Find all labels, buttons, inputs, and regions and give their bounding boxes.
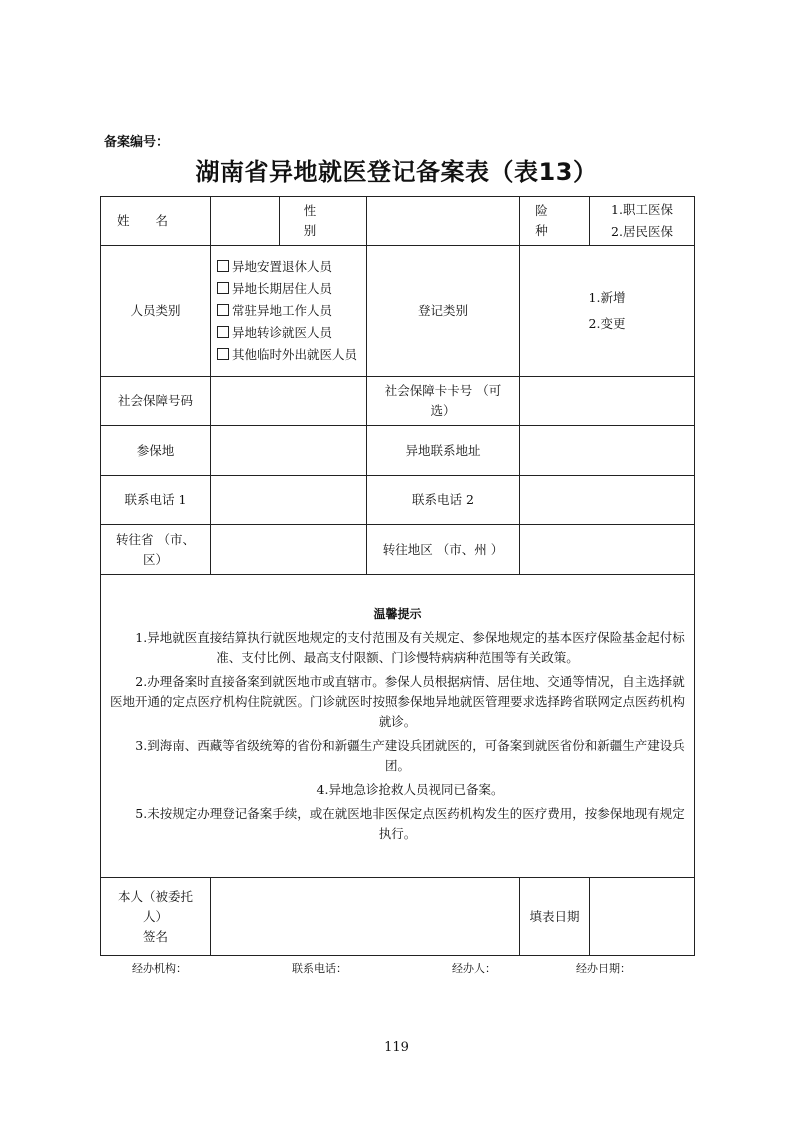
notice-item: 1.异地就医直接结算执行就医地规定的支付范围及有关规定、参保地规定的基本医疗保险基金起付标 准、支付比例、最高支付限额、门诊慢特病病种范围等有关政策。 (135, 630, 685, 665)
insured-place-field[interactable] (211, 426, 367, 476)
phone2-label: 联系电话 2 (367, 476, 520, 525)
transfer-region-field[interactable] (520, 525, 695, 575)
social-security-card-field[interactable] (520, 377, 695, 426)
signature-label: 本人（被委托人） 签名 (101, 878, 211, 956)
transfer-province-field[interactable] (211, 525, 367, 575)
notice-item: 4.异地急诊抢救人员视同已备案。 (316, 782, 504, 797)
person-category-option[interactable]: 异地安置退休人员 (217, 256, 357, 278)
notice-item: 5.未按规定办理登记备案手续，或在就医地非医保定点医药机构发生的医疗费用，按参保地现有规定执行。 (135, 806, 685, 841)
gender-label: 性别 (280, 197, 367, 246)
social-security-card-label: 社会保障卡卡号 （可 选） (367, 377, 520, 426)
registration-type-option: 1.新增 (588, 290, 626, 305)
registration-type-option: 2.变更 (588, 316, 626, 331)
fill-date-field[interactable] (590, 878, 695, 956)
checkbox-icon[interactable] (217, 326, 229, 338)
remote-address-field[interactable] (520, 426, 695, 476)
insured-place-label: 参保地 (101, 426, 211, 476)
notice-item: 2.办理备案时直接备案到就医地市或直辖市。参保人员根据病情、居住地、交通等情况，自主选择就医地开通的定点医疗机构住院就医。门诊就医时按照参保地异地就医管理要求选择跨省联网定点医药机构就诊。 (109, 674, 685, 729)
remote-address-label: 异地联系地址 (367, 426, 520, 476)
signature-field[interactable] (211, 878, 520, 956)
registration-form (100, 196, 695, 956)
record-number-label: 备案编号： (104, 135, 170, 150)
footer-phone-label: 联系电话： (292, 962, 347, 975)
checkbox-icon[interactable] (217, 260, 229, 272)
registration-type-options[interactable] (520, 246, 695, 377)
phone2-field[interactable] (520, 476, 695, 525)
notice-title: 温馨提示 (373, 607, 422, 621)
checkbox-icon[interactable] (217, 282, 229, 294)
notice-item: 3.到海南、西藏等省级统筹的省份和新疆生产建设兵团就医的，可备案到就医省份和新疆生产建设兵团。 (135, 738, 685, 773)
handle-date-label: 经办日期： (576, 962, 631, 975)
transfer-region-label: 转往地区 （市、州 ） (367, 525, 520, 575)
person-category-option[interactable]: 异地长期居住人员 (217, 278, 357, 300)
social-security-no-label: 社会保障号码 (101, 377, 211, 426)
phone1-label: 联系电话 1 (101, 476, 211, 525)
agency-label: 经办机构： (132, 962, 187, 975)
person-category-options (211, 246, 367, 377)
gender-field[interactable] (367, 197, 520, 246)
social-security-no-field[interactable] (211, 377, 367, 426)
name-label: 姓名 (101, 197, 211, 246)
phone1-field[interactable] (211, 476, 367, 525)
insurance-type-label: 险种 (520, 197, 590, 246)
person-category-option[interactable]: 其他临时外出就医人员 (217, 344, 357, 366)
registration-type-label: 登记类别 (367, 246, 520, 377)
handler-label: 经办人： (452, 962, 496, 975)
notice-section (101, 575, 695, 878)
person-category-label: 人员类别 (101, 246, 211, 377)
fill-date-label: 填表日期 (520, 878, 590, 956)
insurance-option: 1.职工医保 (611, 202, 673, 217)
person-category-option[interactable]: 异地转诊就医人员 (217, 322, 357, 344)
insurance-option: 2.居民医保 (611, 224, 673, 239)
insurance-type-options[interactable] (590, 197, 695, 246)
page-number: 119 (384, 1040, 409, 1055)
checkbox-icon[interactable] (217, 304, 229, 316)
person-category-option[interactable]: 常驻异地工作人员 (217, 300, 357, 322)
page-title: 湖南省异地就医登记备案表（表13） (195, 158, 598, 186)
transfer-province-label: 转往省 （市、 区） (101, 525, 211, 575)
checkbox-icon[interactable] (217, 348, 229, 360)
name-field[interactable] (211, 197, 280, 246)
